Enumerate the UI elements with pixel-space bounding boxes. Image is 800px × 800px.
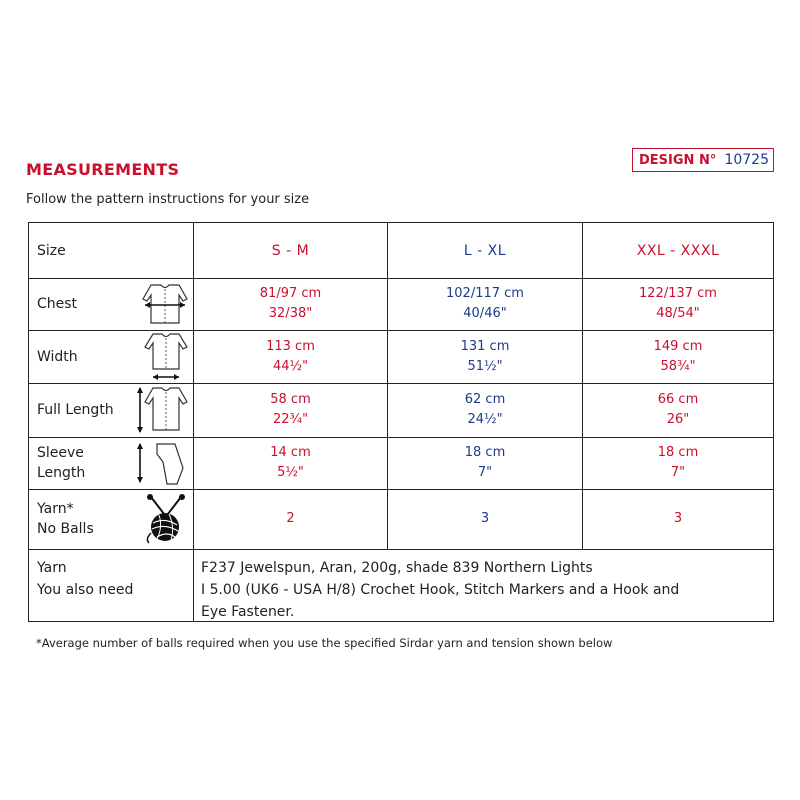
yarn-ball-icon (141, 493, 189, 545)
size-header-xxl-xxxl: XXL - XXXL (636, 242, 720, 259)
width-label: Width (37, 348, 78, 365)
requirements-text (201, 557, 767, 623)
design-number-box (632, 148, 774, 172)
full-length-label: Full Length (37, 402, 114, 418)
size-header-s-m: S - M (271, 242, 310, 259)
size-label: Size (37, 242, 66, 259)
full-length-xxl-xxxl: 66 cm 26" (657, 392, 699, 427)
extras-line-2: Eye Fastener. (201, 604, 295, 620)
width-measure-icon (141, 331, 191, 383)
extras-line-1: I 5.00 (UK6 - USA H/8) Crochet Hook, Stitch Markers and a Hook and (201, 582, 680, 598)
row-divider (29, 549, 773, 550)
chest-label: Chest (37, 296, 78, 312)
width-xxl-xxxl: 149 cm 58¾" (653, 338, 703, 374)
yarn-balls-l-xl: 3 (480, 511, 490, 526)
design-number: 10725 (724, 152, 769, 168)
instructions-subtitle: Follow the pattern instructions for your size (26, 192, 310, 207)
size-header-l-xl: L - XL (463, 242, 507, 259)
sleeve-xxl-xxxl: 18 cm 7" (657, 445, 699, 480)
length-measure-icon (133, 384, 191, 436)
sleeve-l-xl: 18 cm 7" (464, 445, 506, 480)
sleeve-measure-icon (133, 438, 191, 488)
design-label: DESIGN N° (639, 152, 717, 168)
footnote: *Average number of balls required when you use the specified Sirdar yarn and tension shown below (36, 636, 613, 650)
page-title: MEASUREMENTS (26, 160, 180, 179)
measurements-table (28, 222, 774, 622)
chest-l-xl: 102/117 cm 40/46" (446, 286, 524, 321)
chest-measure-icon (139, 281, 191, 327)
sleeve-length-label: Sleeve Length (37, 445, 86, 481)
yarn-balls-label: Yarn* No Balls (37, 501, 94, 537)
full-length-l-xl: 62 cm 24½" (464, 392, 506, 427)
yarn-balls-s-m: 2 (286, 511, 295, 526)
sleeve-s-m: 14 cm 5½" (270, 445, 311, 480)
chest-s-m: 81/97 cm 32/38" (259, 286, 322, 321)
yarn-balls-xxl-xxxl: 3 (673, 511, 683, 526)
yarn-footer-label: Yarn You also need (37, 560, 134, 598)
full-length-s-m: 58 cm 22¾" (270, 392, 311, 427)
column-divider (193, 549, 194, 621)
yarn-spec: F237 Jewelspun, Aran, 200g, shade 839 Northern Lights (201, 560, 593, 576)
width-l-xl: 131 cm 51½" (460, 338, 510, 374)
width-s-m: 113 cm 44½" (266, 338, 315, 374)
chest-xxl-xxxl: 122/137 cm 48/54" (639, 286, 717, 321)
